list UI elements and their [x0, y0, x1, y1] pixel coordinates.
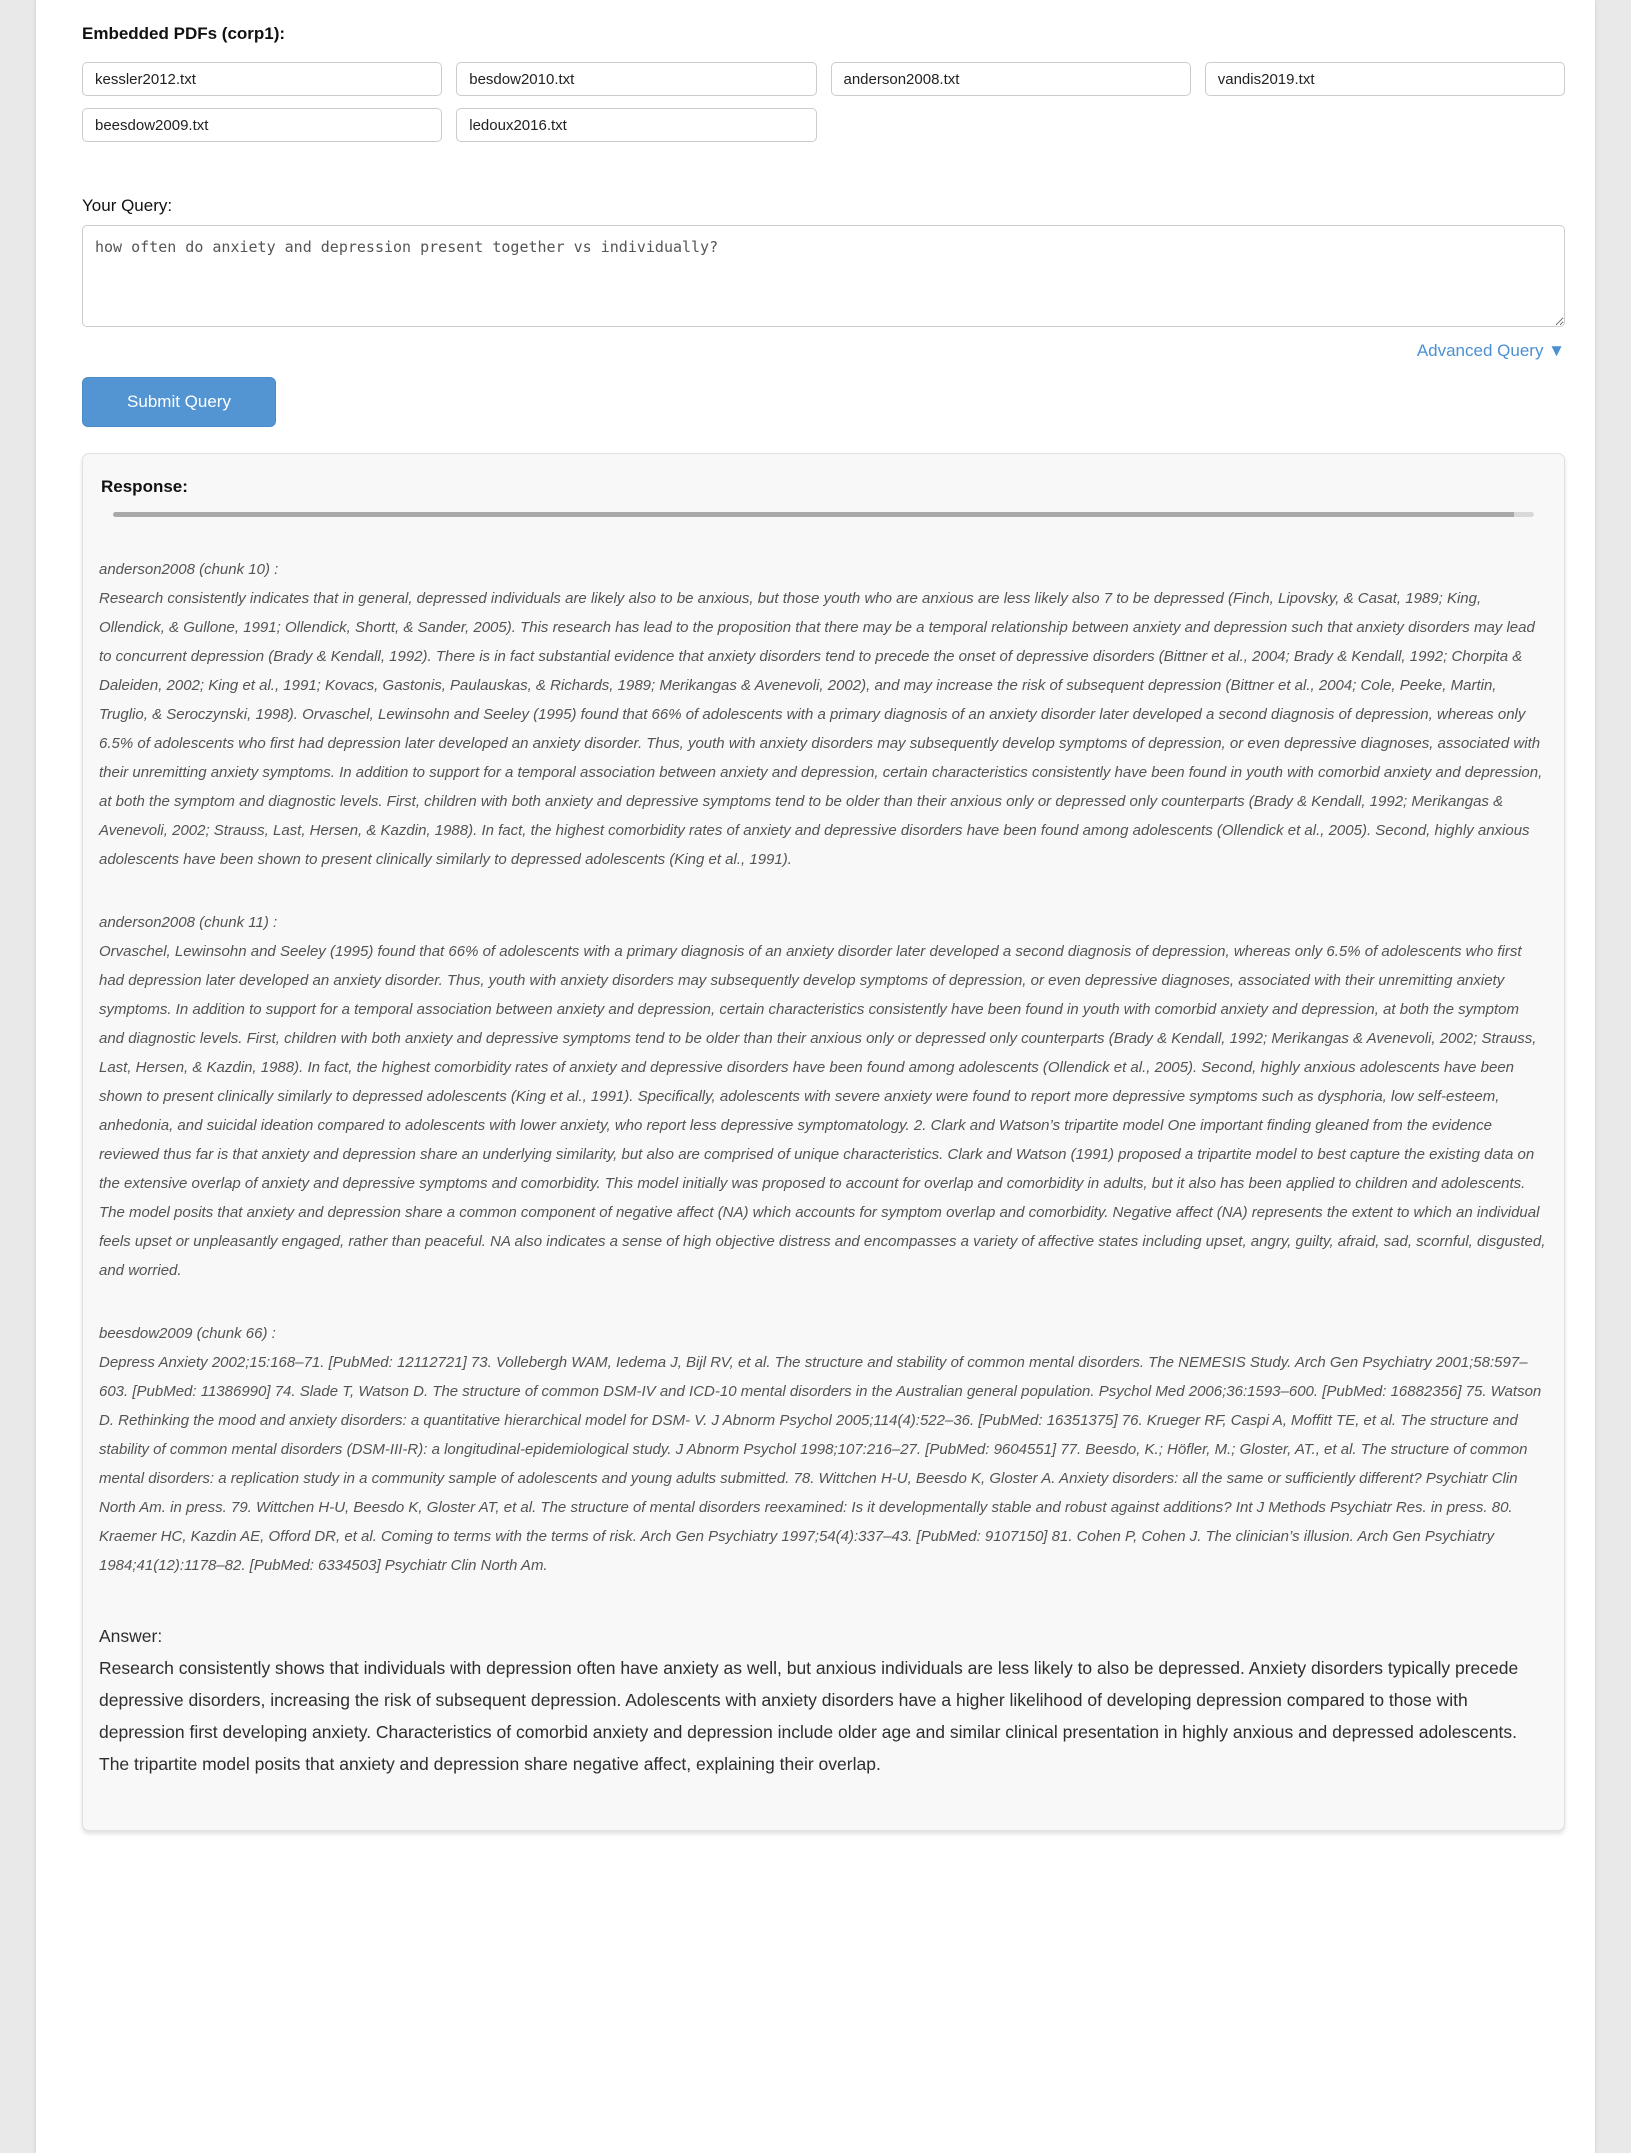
chunk-anderson2008-10 — [99, 555, 1548, 874]
chunk-text: Orvaschel, Lewinsohn and Seeley (1995) found that 66% of adolescents with a primary diagnosis of an anxiety disorder later developed a second diagnosis of depression, whereas only 6.5% of adolescents who first had depression later developed an anxiety disorder. Thus, youth with anxiety disorders may subsequently develop symptoms of depression, or even depressive diagnoses, associated with their unremitting anxiety symptoms. In addition to support for a temporal association between anxiety and depression, certain characteristics consistently have been found in youth with comorbid anxiety and depression, at both the symptom and diagnostic levels. First, children with both anxiety and depressive symptoms tend to be older than their anxious only or depressed only counterparts (Brady & Kendall, 1992; Merikangas & Avenevoli, 2002; Strauss, Last, Hersen, & Kazdin, 1988). In fact, the highest comorbidity rates of anxiety and depressive disorders have been found among adolescents (Ollendick et al., 2005). Second, highly anxious adolescents have been shown to present clinically similarly to depressed adolescents (King et al., 1991). Specifically, adolescents with severe anxiety were found to report more depressive symptoms such as dysphoria, low self-esteem, anhedonia, and suicidal ideation compared to adolescents with lower anxiety, who report less depressive symptomatology. 2. Clark and Watson’s tripartite model One important finding gleaned from the evidence reviewed thus far is that anxiety and depression share an underlying similarity, but also are comprised of unique characteristics. Clark and Watson (1991) proposed a tripartite model to best capture the existing data on the extensive overlap of anxiety and depressive symptoms and comorbidity. This model initially was proposed to account for overlap and comorbidity in adults, but it also has been applied to children and adolescents. The model posits that anxiety and depression share a common component of negative affect (NA) which accounts for symptom overlap and comorbidity. Negative affect (NA) represents the extent to which an individual feels upset or unpleasantly engaged, rather than peaceful. NA also indicates a sense of high objective distress and encompasses a variety of affective states including upset, angry, guilty, afraid, sad, scornful, disgusted, and worried. — [99, 943, 1546, 1279]
answer-section — [99, 1620, 1548, 1780]
pdf-file-input[interactable] — [1205, 62, 1565, 96]
submit-query-button[interactable]: Submit Query — [82, 377, 276, 427]
answer-text: Research consistently shows that individuals with depression often have anxiety as well, but anxious individuals are less likely to also be depressed. Anxiety disorders typically precede depressive disorders, increasing the risk of subsequent depression. Adolescents with anxiety disorders have a higher likelihood of developing depression compared to those with depression first developing anxiety. Characteristics of comorbid anxiety and depression include older age and similar clinical presentation in highly anxious and depressed adolescents. The tripartite model posits that anxiety and depression share negative affect, explaining their overlap. — [99, 1658, 1519, 1774]
chunk-text: Depress Anxiety 2002;15:168–71. [PubMed: 12112721] 73. Vollebergh WAM, Iedema J, Bijl RV, et al. The structure and stability of common mental disorders. The NEMESIS Study. Arch Gen Psychiatry 2001;58:597–603. [PubMed: 11386990] 74. Slade T, Watson D. The structure of common DSM-IV and ICD-10 mental disorders in the Australian general population. Psychol Med 2006;36:1593–600. [PubMed: 16882356] 75. Watson D. Rethinking the mood and anxiety disorders: a quantitative hierarchical model for DSM- V. J Abnorm Psychol 2005;114(4):522–36. [PubMed: 16351375] 76. Krueger RF, Caspi A, Moffitt TE, et al. The structure and stability of common mental disorders (DSM-III-R): a longitudinal-epidemiological study. J Abnorm Psychol 1998;107:216–27. [PubMed: 9604551] 77. Beesdo, K.; Höfler, M.; Gloster, AT., et al. The structure of common mental disorders: a replication study in a community sample of adolescents and young adults submitted. 78. Wittchen H-U, Beesdo K, Gloster A. Anxiety disorders: all the same or sufficiently different? Psychiatr Clin North Am. in press. 79. Wittchen H-U, Beesdo K, Gloster AT, et al. The structure of mental disorders reexamined: Is it developmentally stable and robust against additions? Int J Methods Psychiatr Res. in press. 80. Kraemer HC, Kazdin AE, Offord DR, et al. Coming to terms with the terms of risk. Arch Gen Psychiatry 1997;54(4):337–43. [PubMed: 9107150] 81. Cohen P, Cohen J. The clinician’s illusion. Arch Gen Psychiatry 1984;41(12):1178–82. [PubMed: 6334503] Psychiatr Clin North Am. — [99, 1354, 1542, 1574]
retrieved-chunks — [99, 555, 1548, 1580]
embedded-pdfs-heading: Embedded PDFs (corp1): — [82, 24, 286, 43]
pdf-file-input[interactable] — [456, 62, 816, 96]
pdf-file-input[interactable] — [82, 108, 442, 142]
query-input[interactable] — [82, 225, 1565, 327]
chunk-anderson2008-11 — [99, 908, 1548, 1285]
advanced-query-row — [82, 341, 1565, 361]
response-heading: Response: — [101, 477, 188, 496]
chunk-heading: anderson2008 (chunk 10) : — [99, 561, 279, 578]
response-divider — [113, 512, 1534, 517]
response-panel — [82, 453, 1565, 1831]
chunk-heading: beesdow2009 (chunk 66) : — [99, 1325, 276, 1342]
query-label: Your Query: — [82, 196, 173, 215]
pdf-file-input[interactable] — [82, 62, 442, 96]
pdf-file-input[interactable] — [831, 62, 1191, 96]
chunk-text: Research consistently indicates that in general, depressed individuals are likely also to be anxious, but those youth who are anxious are less likely also 7 to be depressed (Finch, Lipovsky, & Casat, 1989; King, Ollendick, & Gullone, 1991; Ollendick, Shortt, & Sander, 2005). This research has lead to the proposition that there may be a temporal relationship between anxiety and depression such that anxiety disorders may lead to concurrent depression (Brady & Kendall, 1992). There is in fact substantial evidence that anxiety disorders tend to precede the onset of depressive disorders (Bittner et al., 2004; Brady & Kendall, 1992; Chorpita & Daleiden, 2002; King et al., 1991; Kovacs, Gastonis, Paulauskas, & Richards, 1989; Merikangas & Avenevoli, 2002), and may increase the risk of subsequent depression (Bittner et al., 2004; Cole, Peeke, Martin, Truglio, & Seroczynski, 1998). Orvaschel, Lewinsohn and Seeley (1995) found that 66% of adolescents with a primary diagnosis of an anxiety disorder later developed a second diagnosis of depression, whereas only 6.5% of adolescents who first had depression later developed an anxiety disorder. Thus, youth with anxiety disorders may subsequently develop symptoms of depression, or even depressive diagnoses, associated with their unremitting anxiety symptoms. In addition to support for a temporal association between anxiety and depression, certain characteristics consistently have been found in youth with comorbid anxiety and depression, at both the symptom and diagnostic levels. First, children with both anxiety and depressive symptoms tend to be older than their anxious only or depressed only counterparts (Brady & Kendall, 1992; Merikangas & Avenevoli, 2002; Strauss, Last, Hersen, & Kazdin, 1988). In fact, the highest comorbidity rates of anxiety and depressive disorders have been found among adolescents (Ollendick et al., 2005). Second, highly anxious adolescents have been shown to present clinically similarly to depressed adolescents (King et al., 1991). — [99, 590, 1543, 868]
embedded-pdfs-list — [82, 62, 1565, 142]
chunk-beesdow2009-66 — [99, 1319, 1548, 1580]
answer-label: Answer: — [99, 1626, 163, 1646]
content-card — [36, 0, 1595, 2153]
advanced-query-link[interactable]: Advanced Query ▼ — [1416, 341, 1565, 360]
chunk-heading: anderson2008 (chunk 11) : — [99, 914, 278, 931]
pdf-file-input[interactable] — [456, 108, 816, 142]
